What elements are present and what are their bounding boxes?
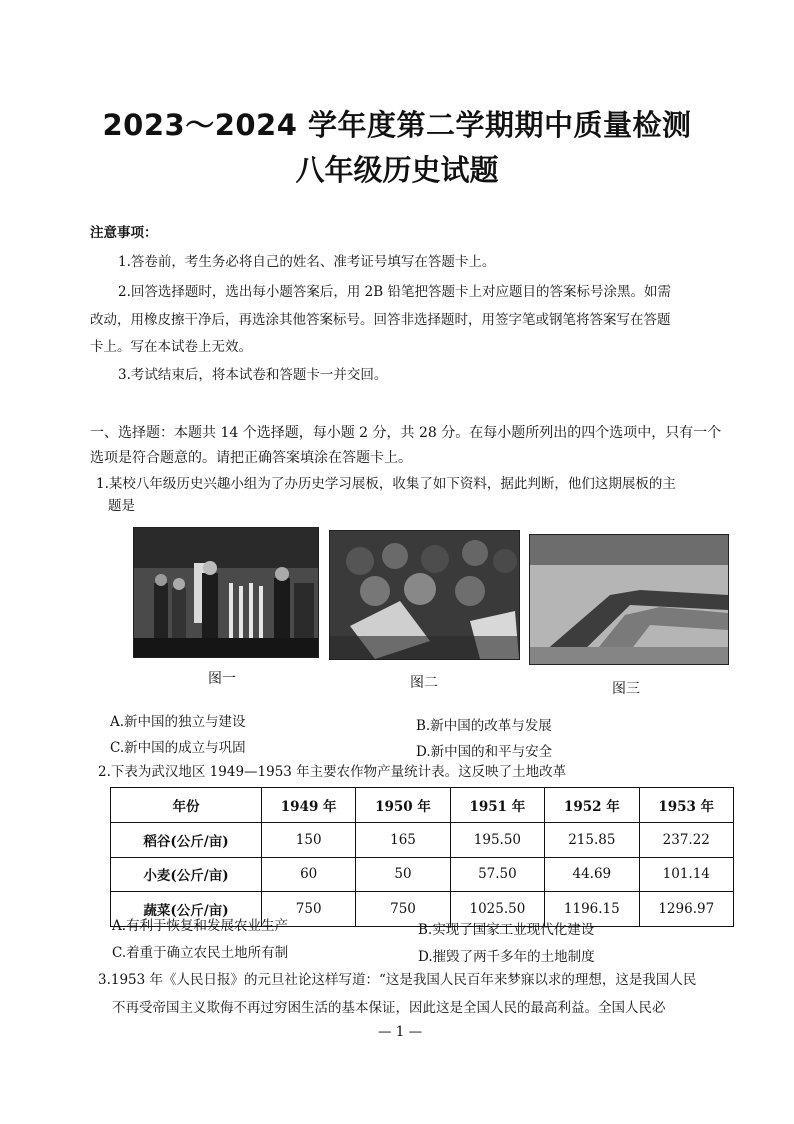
figure-3-caption: 图三 (612, 681, 640, 697)
table-header-cell: 1951 年 (450, 788, 544, 823)
question-1-stem-line-2: 题是 (108, 498, 135, 514)
question-2-option-c: C.着重于确立农民土地所有制 (112, 945, 289, 961)
exam-subtitle: 八年级历史试题 (295, 153, 499, 187)
table-row-label: 稻谷(公斤/亩) (111, 822, 262, 857)
question-1-option-b: B.新中国的改革与发展 (416, 718, 552, 734)
question-2-option-a: A.有利于恢复和发展农业生产 (112, 918, 289, 934)
table-cell: 750 (262, 892, 356, 927)
question-2-option-d: D.摧毁了两千多年的土地制度 (418, 949, 595, 965)
table-cell: 1196.15 (545, 892, 639, 927)
table-row (111, 822, 734, 857)
notice-item-1: 1.答卷前，考生务必将自己的姓名、准考证号填写在答题卡上。 (118, 254, 496, 270)
table-cell: 165 (356, 822, 450, 857)
crop-yield-table (110, 787, 734, 927)
table-header-cell: 1952 年 (545, 788, 639, 823)
table-header-cell: 年份 (111, 788, 262, 823)
section-1-instructions-line-2: 选项是符合题意的。请把正确答案填涂在答题卡上。 (90, 450, 412, 466)
table-row (111, 857, 734, 892)
table-cell: 50 (356, 857, 450, 892)
table-cell: 150 (262, 822, 356, 857)
table-cell: 195.50 (450, 822, 544, 857)
question-3-stem-line-1: 3.1953 年《人民日报》的元旦社论这样写道：“这是我国人民百年来梦寐以求的理想，这是我国人民 (98, 972, 697, 988)
table-cell: 237.22 (639, 822, 733, 857)
table-cell: 57.50 (450, 857, 544, 892)
question-3-stem-line-2: 不再受帝国主义欺侮不再过穷困生活的基本保证，因此这是全国人民的最高利益。全国人民必 (112, 1000, 666, 1016)
question-1-stem-line-1: 1.某校八年级历史兴趣小组为了办历史学习展板，收集了如下资料，据此判断，他们这期展板的主 (96, 476, 676, 492)
question-1-option-a: A.新中国的独立与建设 (110, 714, 246, 730)
table-row-label: 蔬菜(公斤/亩) (111, 892, 262, 927)
table-cell: 44.69 (545, 857, 639, 892)
figure-1-caption: 图一 (208, 671, 236, 687)
table-cell: 60 (262, 857, 356, 892)
table-header-cell: 1953 年 (639, 788, 733, 823)
exam-title: 2023～2024 学年度第二学期期中质量检测 (102, 108, 692, 142)
notice-heading: 注意事项： (90, 225, 158, 241)
table-row-label: 小麦(公斤/亩) (111, 857, 262, 892)
notice-item-2-line-2: 改动，用橡皮擦干净后，再选涂其他答案标号。回答非选择题时，用签字笔或钢笔将答案写在答题 (90, 312, 671, 328)
section-1-instructions-line-1: 一、选择题：本题共 14 个选择题，每小题 2 分，共 28 分。在每小题所列出的四个选项中，只有一个 (90, 425, 722, 441)
table-header-row (111, 788, 734, 823)
figure-3-photo (529, 534, 729, 665)
table-cell: 1296.97 (639, 892, 733, 927)
table-cell: 215.85 (545, 822, 639, 857)
figure-2-caption: 图二 (410, 675, 438, 691)
table-cell: 1025.50 (450, 892, 544, 927)
table-header-cell: 1950 年 (356, 788, 450, 823)
notice-item-3: 3.考试结束后，将本试卷和答题卡一并交回。 (118, 367, 388, 383)
notice-item-2-line-3: 卡上。写在本试卷上无效。 (90, 339, 252, 355)
question-1-option-d: D.新中国的和平与安全 (416, 744, 553, 760)
figure-1-photo (133, 527, 319, 658)
table-header-cell: 1949 年 (262, 788, 356, 823)
question-2-stem: 2.下表为武汉地区 1949—1953 年主要农作物产量统计表。这反映了土地改革 (98, 764, 567, 780)
table-cell: 101.14 (639, 857, 733, 892)
page-number: — 1 — (378, 1024, 423, 1040)
table-cell: 750 (356, 892, 450, 927)
question-2-option-b: B.实现了国家工业现代化建设 (418, 922, 595, 938)
notice-item-2-line-1: 2.回答选择题时，选出每小题答案后，用 2B 铅笔把答题卡上对应题目的答案标号涂黑。如需 (118, 284, 671, 300)
figure-2-photo (329, 530, 520, 660)
question-1-option-c: C.新中国的成立与巩固 (110, 740, 246, 756)
